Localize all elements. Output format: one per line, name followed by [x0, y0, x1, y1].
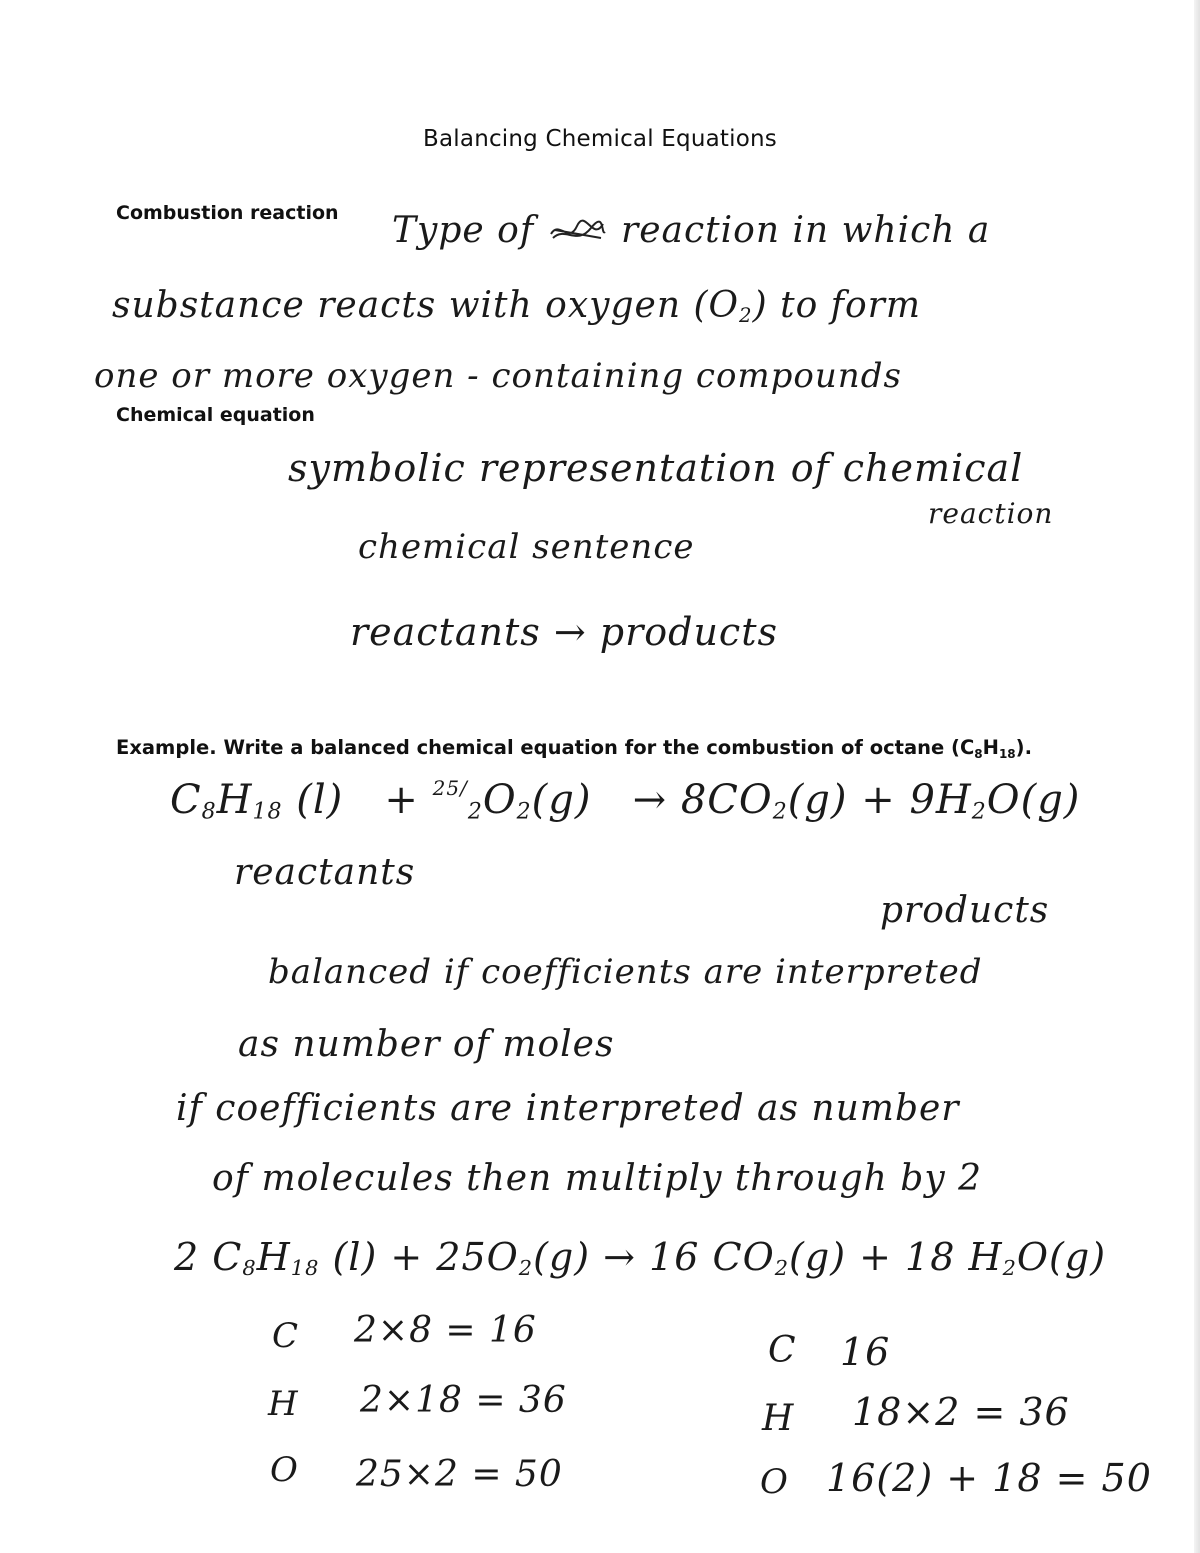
- hw-right-o: O: [760, 1462, 789, 1502]
- hw-note-4: of molecules then multiply through by 2: [212, 1158, 983, 1199]
- combustion-reaction-label: Combustion reaction: [116, 202, 339, 224]
- chemical-equation-label: Chemical equation: [116, 404, 315, 426]
- hw-eq1-coef-num: 25/: [432, 776, 468, 800]
- hw-eq1-state-l: (l): [296, 777, 344, 823]
- hw-reactants-label: reactants: [234, 852, 416, 893]
- hw-left-c: C: [272, 1316, 300, 1356]
- hw-right-o-val: 16(2) + 18 = 50: [826, 1456, 1152, 1500]
- example-prefix: Example.: [116, 736, 217, 759]
- example-sub-18: 18: [998, 747, 1016, 761]
- hw-eq2-right-end: O(g): [1016, 1235, 1107, 1279]
- hw-eq1-co: CO: [707, 777, 773, 823]
- hw-left-h-val: 2×18 = 36: [360, 1380, 567, 1421]
- hw-right-h-val: 18×2 = 36: [852, 1390, 1070, 1434]
- hw-chem-eq-reaction: reaction: [928, 497, 1054, 530]
- hw-eq1-arrow: → 8: [632, 777, 708, 823]
- hw-eq1-co-state: (g) +: [787, 777, 896, 823]
- hw-combustion-line-2: [112, 285, 921, 327]
- hw-eq1-sub18: 18: [252, 799, 283, 825]
- hw-eq1-o-state: (g): [531, 777, 592, 823]
- hw-eq2-h2o-sub: 2: [1002, 1256, 1017, 1281]
- hw-reaction-in-which: reaction in which a: [621, 210, 991, 251]
- hw-eq1-co-sub: 2: [772, 799, 788, 825]
- hw-eq1-c: C: [170, 777, 202, 823]
- hw-eq1-h2o: 9H: [909, 777, 972, 823]
- hw-type-of: Type of: [392, 210, 535, 251]
- hw-right-c-val: 16: [840, 1330, 891, 1374]
- hw-equation-1: [170, 776, 1080, 825]
- hw-substance-reacts: substance reacts with oxygen (O: [112, 285, 740, 326]
- hw-equation-2: [174, 1235, 1106, 1280]
- hw-to-form: ) to form: [752, 285, 922, 326]
- hw-left-o: O: [270, 1450, 299, 1490]
- hw-eq1-o: O: [482, 777, 517, 823]
- hw-eq2-o-sub: 2: [518, 1256, 534, 1281]
- hw-left-h: H: [268, 1384, 299, 1424]
- hw-eq2-sub18: 18: [290, 1256, 320, 1281]
- hw-combustion-line-3: one or more oxygen - containing compounds: [94, 356, 902, 396]
- hw-right-c: C: [768, 1330, 797, 1371]
- hw-eq1-coef-den: 2: [467, 799, 483, 825]
- hw-eq2-right-state: (g) + 18 H: [789, 1235, 1003, 1279]
- hw-eq2-h: H: [256, 1235, 291, 1279]
- crossed-out-scribble-icon: [547, 216, 609, 246]
- hw-combustion-line-1: [392, 210, 990, 251]
- scan-edge: [1194, 0, 1200, 1553]
- hw-products-label: products: [880, 890, 1050, 931]
- hw-note-3: if coefficients are interpreted as number: [176, 1088, 960, 1129]
- hw-o2-sub: 2: [739, 303, 753, 327]
- hw-eq1-sub8: 8: [201, 799, 217, 825]
- hw-right-h: H: [762, 1398, 795, 1439]
- hw-left-o-val: 25×2 = 50: [356, 1454, 563, 1495]
- page-title: Balancing Chemical Equations: [423, 126, 777, 152]
- example-prompt: [116, 736, 1032, 761]
- hw-eq1-o-sub: 2: [516, 799, 532, 825]
- hw-chem-eq-line-2: chemical sentence: [358, 527, 695, 567]
- example-text: Write a balanced chemical equation for the combustion of octane (C: [216, 736, 975, 759]
- hw-eq2-right: → 16 CO: [603, 1235, 775, 1279]
- example-end: ).: [1015, 736, 1032, 759]
- hw-eq1-h2o-sub: 2: [971, 799, 987, 825]
- hw-chem-eq-line-3: reactants → products: [350, 610, 778, 654]
- hw-eq2-sub8: 8: [242, 1256, 257, 1281]
- hw-eq1-h2o-end: O(g): [986, 777, 1081, 823]
- hw-eq1-h: H: [216, 777, 253, 823]
- hw-eq2-2c: 2 C: [174, 1235, 243, 1279]
- example-h: H: [982, 736, 999, 759]
- hw-eq2-co-sub: 2: [774, 1256, 790, 1281]
- hw-eq1-plus: +: [384, 777, 419, 823]
- hw-eq2-o-state: (g): [533, 1235, 591, 1279]
- example-sub-8: 8: [974, 747, 983, 761]
- hw-left-c-val: 2×8 = 16: [354, 1310, 537, 1351]
- hw-note-2: as number of moles: [238, 1024, 615, 1065]
- hw-chem-eq-line-1: symbolic representation of chemical: [288, 446, 1024, 490]
- hw-eq2-left-state: (l) + 25O: [332, 1235, 519, 1279]
- hw-note-1: balanced if coefficients are interpreted: [268, 952, 983, 992]
